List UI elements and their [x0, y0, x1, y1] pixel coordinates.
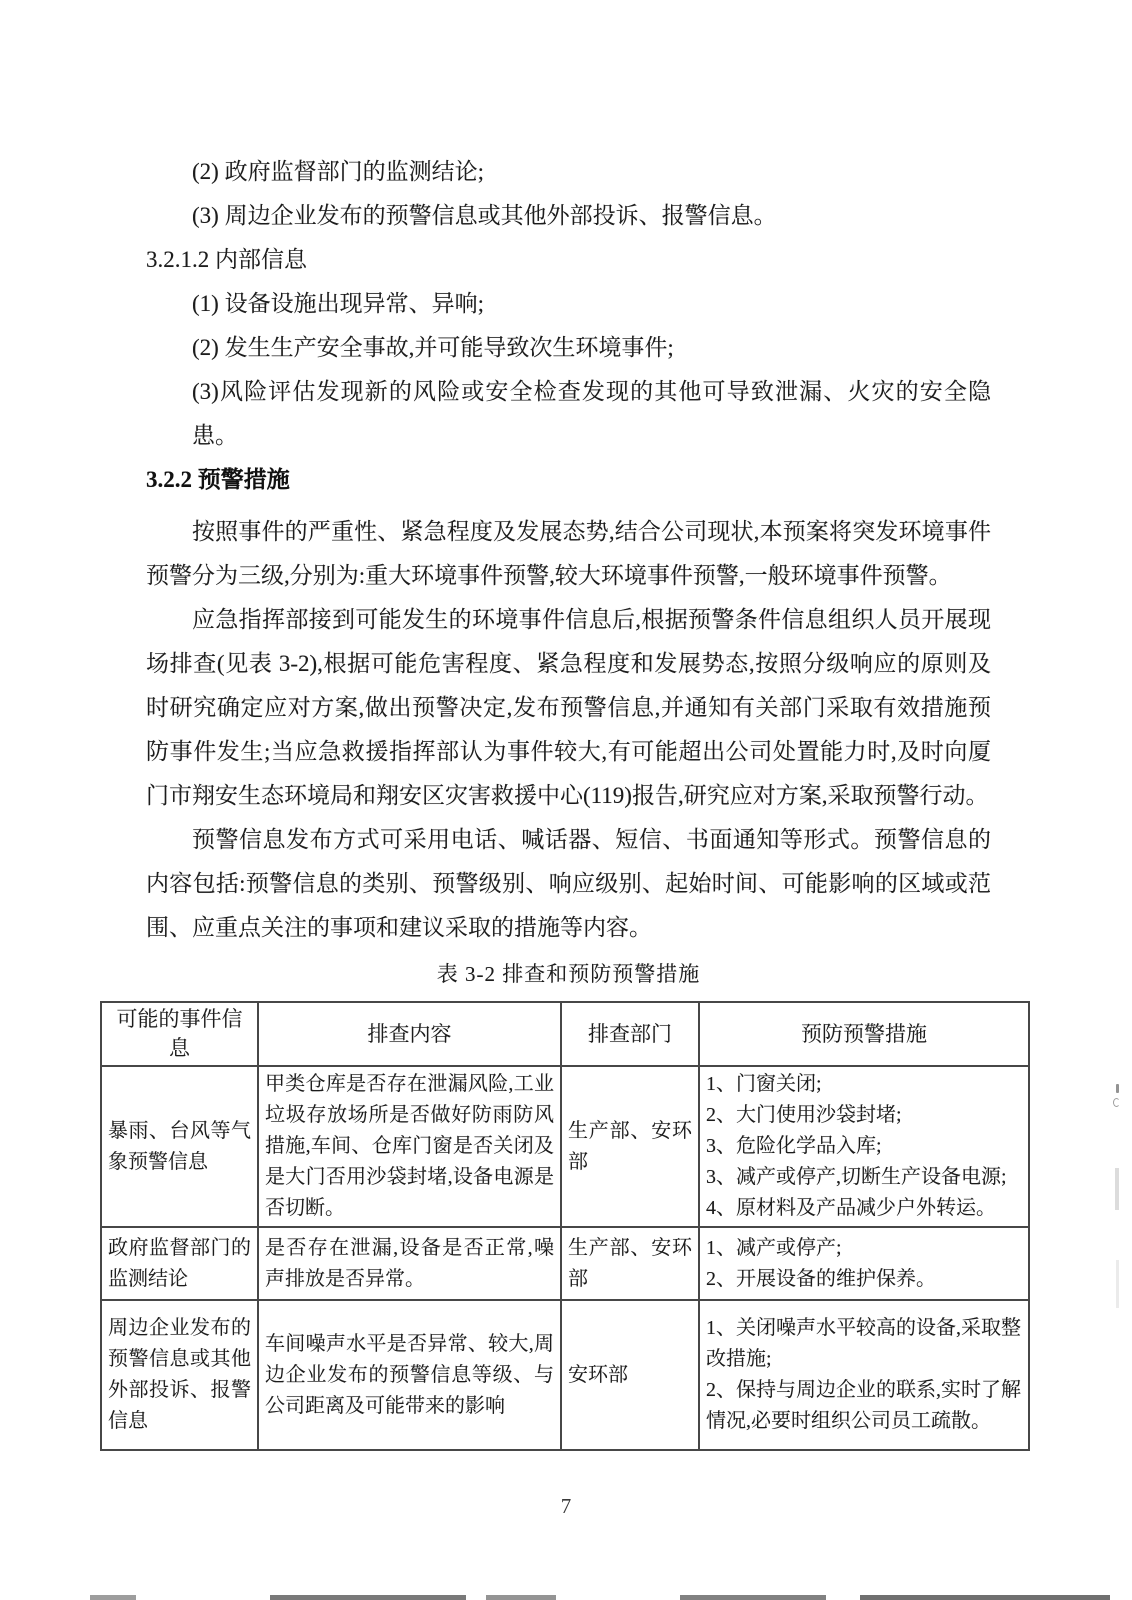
- scan-artifact: [270, 1595, 466, 1600]
- row3-measures-cell: [699, 1300, 1029, 1450]
- measure-item: 4、原材料及产品减少户外转运。: [706, 1197, 996, 1219]
- scan-artifact: [486, 1595, 556, 1600]
- row1-event-cell: 暴雨、台风等气象预警信息: [101, 1066, 258, 1227]
- command-response-paragraph: 应急指挥部接到可能发生的环境事件信息后,根据预警条件信息组织人员开展现场排查(见表 3-2),根据可能危害程度、紧急程度和发展势态,按照分级响应的原则及时研究确定应对方案,做出预警决定,发布预警信息,并通知有关部门采取有效措施预防事件发生;当应急救援指挥部认为事件较大,有可能超出公司处置能力时,及时向厦门市翔安生态环境局和翔安区灾害救援中心(119)报告,研究应对方案,采取预警行动。: [146, 607, 991, 808]
- measure-item: 2、开展设备的维护保养。: [706, 1267, 936, 1290]
- scan-artifact: [1116, 1260, 1119, 1308]
- scan-artifact: [1116, 1084, 1119, 1093]
- row1-content-cell: 甲类仓库是否存在泄漏风险,工业垃圾存放场所是否做好防雨防风措施,车间、仓库门窗是否关闭及是大门否用沙袋封堵,设备电源是否切断。: [258, 1066, 561, 1227]
- intro-list-item-2: (2) 政府监督部门的监测结论;: [192, 159, 484, 184]
- document-body: [108, 150, 1021, 1451]
- table-row: [101, 1227, 1029, 1300]
- measure-item: 1、关闭噪声水平较高的设备,采取整改措施;: [706, 1317, 1021, 1370]
- scan-artifact: [90, 1595, 136, 1600]
- prevention-warning-table: [100, 1001, 1030, 1451]
- internal-info-item-1: (1) 设备设施出现异常、异响;: [192, 291, 484, 316]
- internal-info-item-2: (2) 发生生产安全事故,并可能导致次生环境事件;: [192, 335, 674, 360]
- row2-dept-cell: 生产部、安环部: [561, 1227, 699, 1300]
- scan-artifact: [680, 1595, 826, 1600]
- header-inspection-dept: 排查部门: [561, 1002, 699, 1066]
- header-inspection-content: 排查内容: [258, 1002, 561, 1066]
- measure-item: 2、大门使用沙袋封堵;: [706, 1104, 902, 1126]
- header-preventive-measures: 预防预警措施: [699, 1002, 1029, 1066]
- row3-dept-cell: 安环部: [561, 1300, 699, 1450]
- measure-item: 3、减产或停产,切断生产设备电源;: [706, 1166, 1007, 1188]
- row2-measures-cell: [699, 1227, 1029, 1300]
- section-heading-322: 3.2.2 预警措施: [146, 467, 290, 492]
- measure-item: 1、减产或停产;: [706, 1236, 842, 1259]
- table-row: [101, 1300, 1029, 1450]
- measure-item: 1、门窗关闭;: [706, 1073, 822, 1095]
- measure-item: 2、保持与周边企业的联系,实时了解情况,必要时组织公司员工疏散。: [706, 1379, 1021, 1432]
- intro-list-item-3: (3) 周边企业发布的预警信息或其他外部投诉、报警信息。: [192, 203, 777, 228]
- table-caption: 表 3-2 排查和预防预警措施: [436, 962, 701, 986]
- row2-content-cell: 是否存在泄漏,设备是否正常,噪声排放是否异常。: [258, 1227, 561, 1300]
- page-number: 7: [560, 1494, 572, 1518]
- table-row: [101, 1066, 1029, 1227]
- row2-event-cell: 政府监督部门的监测结论: [101, 1227, 258, 1300]
- warning-levels-paragraph: 按照事件的严重性、紧急程度及发展态势,结合公司现状,本预案将突发环境事件预警分为三级,分别为:重大环境事件预警,较大环境事件预警,一般环境事件预警。: [146, 519, 991, 588]
- scan-artifact: [1113, 1098, 1120, 1107]
- row3-event-cell: 周边企业发布的预警信息或其他外部投诉、报警信息: [101, 1300, 258, 1450]
- header-event-info: 可能的事件信息: [101, 1002, 258, 1066]
- scan-artifact: [1115, 1168, 1119, 1210]
- row3-content-cell: 车间噪声水平是否异常、较大,周边企业发布的预警信息等级、与公司距离及可能带来的影响: [258, 1300, 561, 1450]
- warning-info-release-paragraph: 预警信息发布方式可采用电话、喊话器、短信、书面通知等形式。预警信息的内容包括:预警信息的类别、预警级别、响应级别、起始时间、可能影响的区域或范围、应重点关注的事项和建议采取的措施等内容。: [146, 827, 991, 940]
- table-header-row: [101, 1002, 1029, 1066]
- internal-info-item-3: (3)风险评估发现新的风险或安全检查发现的其他可导致泄漏、火灾的安全隐患。: [192, 379, 991, 448]
- scan-artifact: [860, 1595, 1110, 1600]
- row1-measures-cell: [699, 1066, 1029, 1227]
- measure-item: 3、危险化学品入库;: [706, 1135, 882, 1157]
- row1-dept-cell: 生产部、安环部: [561, 1066, 699, 1227]
- section-heading-3212: 3.2.1.2 内部信息: [146, 247, 307, 272]
